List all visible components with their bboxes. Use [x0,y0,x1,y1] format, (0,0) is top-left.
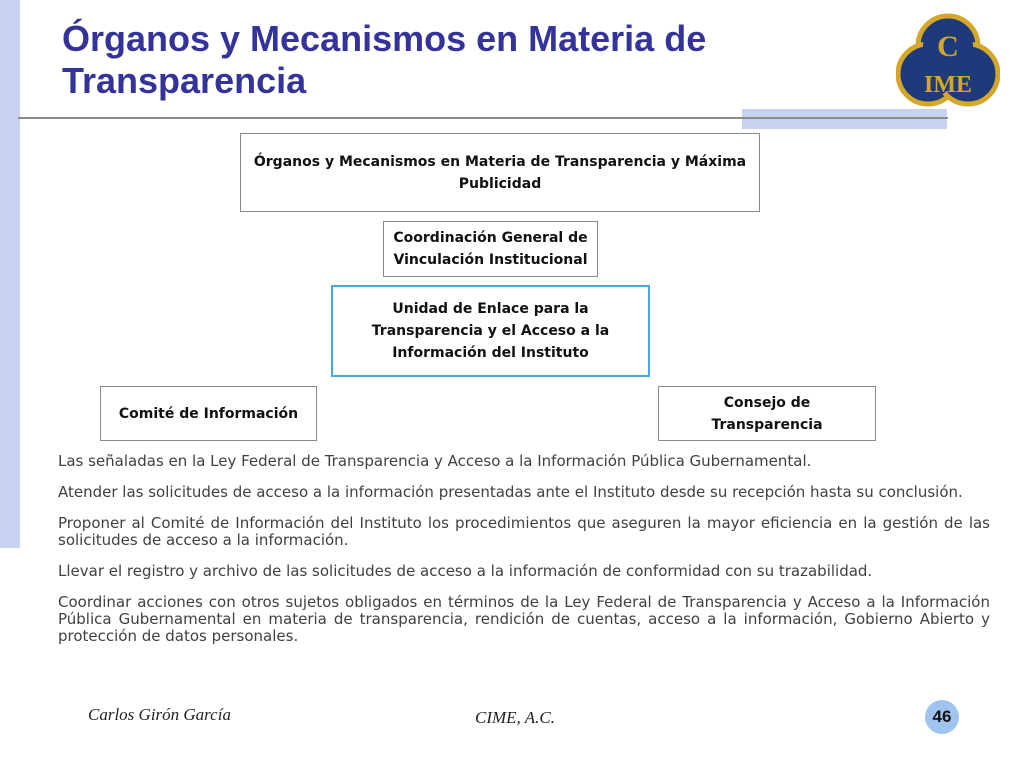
page-number-badge: 46 [925,700,959,734]
footer-organization: CIME, A.C. [475,708,555,727]
org-box-unit: Unidad de Enlace para la Transparencia y el Acceso a la Información del Instituto [331,285,650,377]
org-box-top: Órganos y Mecanismos en Materia de Transparencia y Máxima Publicidad [240,133,760,212]
function-item: Llevar el registro y archivo de las solicitudes de acceso a la información de conformidad con su trazabilidad. [58,562,873,580]
left-accent-bar [0,0,20,548]
title-rule [18,117,948,119]
org-box-committee: Comité de Información [100,386,317,441]
svg-text:IME: IME [924,72,972,98]
function-item: Atender las solicitudes de acceso a la información presentadas ante el Instituto desde su recepción hasta su conclusión. [58,483,963,501]
functions-list [58,453,990,659]
svg-text:C: C [937,30,959,63]
function-item: Coordinar acciones con otros sujetos obligados en términos de la Ley Federal de Transparencia y Acceso a la Información Pública Gubernamental en materia de transparencia, rendición de cuentas, acceso a la información, Gobierno Abierto y protección de datos personales. [58,593,990,645]
footer-author: Carlos Girón García [88,705,231,724]
org-box-council: Consejo de Transparencia [658,386,876,441]
slide-title: Órganos y Mecanismos en Materia de Transparencia [62,18,707,101]
title-accent-bar [742,109,947,129]
cime-logo [896,12,1000,112]
org-box-coordination: Coordinación General de Vinculación Institucional [383,221,598,277]
function-item: Proponer al Comité de Información del Instituto los procedimientos que aseguren la mayor eficiencia en la gestión de las solicitudes de acceso a la información. [58,514,990,549]
function-item: Las señaladas en la Ley Federal de Transparencia y Acceso a la Información Pública Gubernamental. [58,452,812,470]
